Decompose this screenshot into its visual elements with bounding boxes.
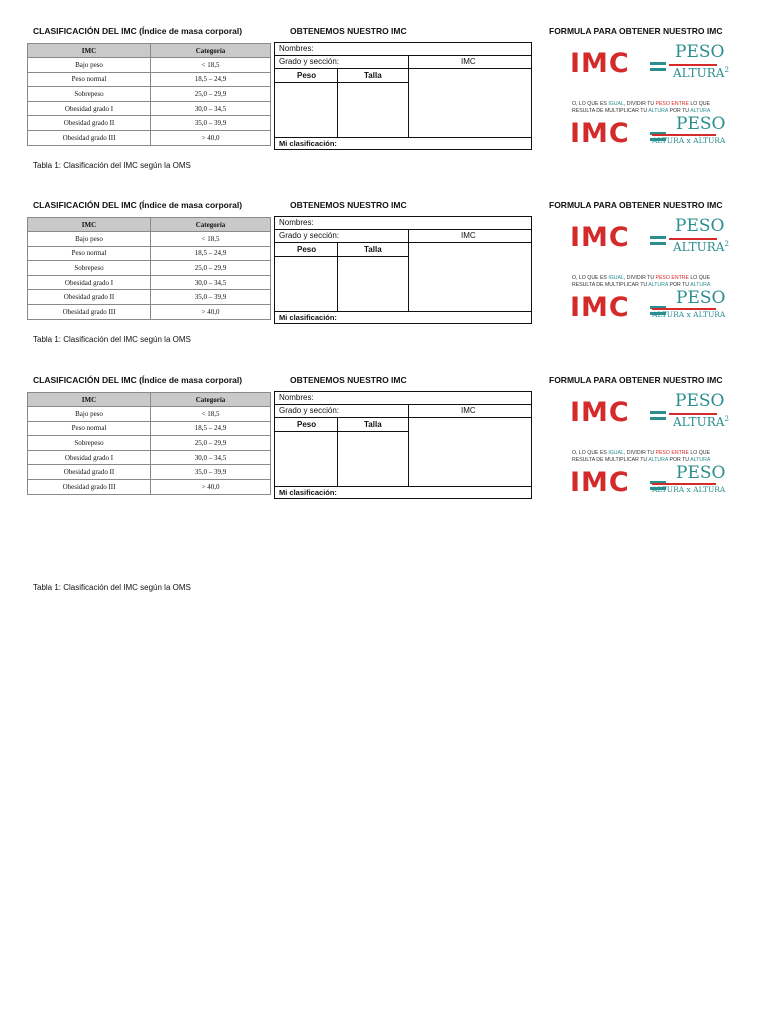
imc-category-cell: Obesidad grado II (28, 465, 151, 480)
imc-range-cell: 25,0 – 29,9 (151, 436, 271, 451)
form-heading: OBTENEMOS NUESTRO IMC (290, 375, 407, 385)
imc-word: IMC (570, 222, 630, 253)
header-categoria: Categoría (151, 44, 271, 58)
imc-range-cell: > 40,0 (151, 479, 271, 494)
imc-category-cell: Sobrepeso (28, 436, 151, 451)
imc-form (274, 391, 532, 499)
altura2-word: ALTURA$^2$ (673, 66, 729, 80)
imc-form (274, 216, 532, 324)
imc-category-cell: Bajo peso (28, 407, 151, 422)
table-heading: CLASIFICACIÓN DEL IMC (Índice de masa corporal) (33, 375, 243, 385)
table-row (28, 246, 271, 261)
header-categoria: Categoría (151, 393, 271, 407)
table-header-row (28, 218, 271, 232)
table-row (28, 465, 271, 480)
peso-word: PESO (675, 391, 725, 411)
imc-range-cell: > 40,0 (151, 304, 271, 319)
nombres-label: Nombres: (279, 393, 314, 402)
peso-label: Peso (297, 420, 317, 429)
imc-classification-table (27, 43, 271, 146)
imc-category-cell: Obesidad grado I (28, 450, 151, 465)
table-row (28, 130, 271, 145)
imc-category-cell: Peso normal (28, 72, 151, 87)
peso-word: PESO (676, 463, 726, 483)
table-row (28, 116, 271, 131)
imc-category-cell: Obesidad grado II (28, 116, 151, 131)
table-row (28, 290, 271, 305)
clasificacion-label: Mi clasificación: (279, 313, 337, 322)
imc-word: IMC (570, 467, 630, 498)
table-row (28, 101, 271, 116)
grado-label: Grado y sección: (279, 406, 340, 415)
imc-range-cell: 30,0 – 34,5 (151, 275, 271, 290)
altura-x-altura-word: ALTURA x ALTURA (652, 310, 726, 319)
form-heading: OBTENEMOS NUESTRO IMC (290, 26, 407, 36)
table-heading: CLASIFICACIÓN DEL IMC (Índice de masa corporal) (33, 26, 243, 36)
imc-range-cell: 25,0 – 29,9 (151, 87, 271, 102)
imc-range-cell: 35,0 – 39,9 (151, 290, 271, 305)
formula-explanation: O, LO QUE ES IGUAL, DIVIDIR TU PESO ENTRE LO QUE RESULTA DE MULTIPLICAR TU ALTURA POR TU ALTURA (572, 275, 711, 288)
imc-category-cell: Obesidad grado II (28, 290, 151, 305)
imc-category-cell: Peso normal (28, 421, 151, 436)
imc-category-cell: Obesidad grado I (28, 101, 151, 116)
header-imc: IMC (28, 218, 151, 232)
nombres-label: Nombres: (279, 44, 314, 53)
imc-category-cell: Sobrepeso (28, 87, 151, 102)
table-header-row (28, 393, 271, 407)
imc-classification-table (27, 217, 271, 320)
imc-form (274, 42, 532, 150)
imc-formula-image (566, 216, 729, 326)
imc-range-cell: < 18,5 (151, 58, 271, 73)
table-row (28, 87, 271, 102)
imc-range-cell: 35,0 – 39,9 (151, 465, 271, 480)
nombres-label: Nombres: (279, 218, 314, 227)
table-caption: Tabla 1: Clasificación del IMC según la OMS (33, 161, 191, 170)
table-row (28, 232, 271, 247)
imc-range-cell: > 40,0 (151, 130, 271, 145)
imc-range-cell: 18,5 – 24,9 (151, 246, 271, 261)
worksheet-section (0, 200, 768, 350)
peso-word: PESO (675, 216, 725, 236)
table-row (28, 275, 271, 290)
formula-explanation: O, LO QUE ES IGUAL, DIVIDIR TU PESO ENTRE LO QUE RESULTA DE MULTIPLICAR TU ALTURA POR TU ALTURA (572, 450, 711, 463)
table-header-row (28, 44, 271, 58)
table-row (28, 261, 271, 276)
table-row (28, 421, 271, 436)
imc-category-cell: Obesidad grado III (28, 304, 151, 319)
grado-label: Grado y sección: (279, 231, 340, 240)
header-imc: IMC (28, 393, 151, 407)
imc-word: IMC (570, 118, 630, 149)
table-row (28, 58, 271, 73)
imc-word: IMC (570, 48, 630, 79)
imc-range-cell: 30,0 – 34,5 (151, 101, 271, 116)
imc-range-cell: 18,5 – 24,9 (151, 421, 271, 436)
imc-category-cell: Obesidad grado III (28, 130, 151, 145)
peso-word: PESO (675, 42, 725, 62)
worksheet-section (0, 375, 768, 525)
imc-category-cell: Bajo peso (28, 58, 151, 73)
imc-range-cell: 25,0 – 29,9 (151, 261, 271, 276)
table-caption: Tabla 1: Clasificación del IMC según la OMS (33, 583, 191, 592)
talla-label: Talla (364, 245, 382, 254)
imc-formula-image (566, 391, 729, 501)
table-row (28, 72, 271, 87)
peso-label: Peso (297, 71, 317, 80)
table-row (28, 436, 271, 451)
worksheet-section (0, 26, 768, 176)
formula-heading: FORMULA PARA OBTENER NUESTRO IMC (549, 200, 723, 210)
table-row (28, 450, 271, 465)
header-imc: IMC (28, 44, 151, 58)
clasificacion-label: Mi clasificación: (279, 139, 337, 148)
peso-word: PESO (676, 114, 726, 134)
imc-category-cell: Bajo peso (28, 232, 151, 247)
talla-label: Talla (364, 71, 382, 80)
table-heading: CLASIFICACIÓN DEL IMC (Índice de masa corporal) (33, 200, 243, 210)
imc-formula-image (566, 42, 729, 152)
imc-category-cell: Obesidad grado III (28, 479, 151, 494)
table-caption: Tabla 1: Clasificación del IMC según la OMS (33, 335, 191, 344)
imc-label: IMC (461, 231, 476, 240)
table-row (28, 407, 271, 422)
peso-label: Peso (297, 245, 317, 254)
talla-label: Talla (364, 420, 382, 429)
clasificacion-label: Mi clasificación: (279, 488, 337, 497)
altura-x-altura-word: ALTURA x ALTURA (652, 485, 726, 494)
table-row (28, 479, 271, 494)
altura2-word: ALTURA$^2$ (673, 240, 729, 254)
imc-range-cell: 18,5 – 24,9 (151, 72, 271, 87)
imc-category-cell: Sobrepeso (28, 261, 151, 276)
imc-range-cell: < 18,5 (151, 232, 271, 247)
imc-range-cell: < 18,5 (151, 407, 271, 422)
form-heading: OBTENEMOS NUESTRO IMC (290, 200, 407, 210)
altura-x-altura-word: ALTURA x ALTURA (652, 136, 726, 145)
formula-explanation: O, LO QUE ES IGUAL, DIVIDIR TU PESO ENTRE LO QUE RESULTA DE MULTIPLICAR TU ALTURA POR TU ALTURA (572, 101, 711, 114)
grado-label: Grado y sección: (279, 57, 340, 66)
imc-word: IMC (570, 292, 630, 323)
imc-category-cell: Obesidad grado I (28, 275, 151, 290)
imc-range-cell: 30,0 – 34,5 (151, 450, 271, 465)
table-row (28, 304, 271, 319)
peso-word: PESO (676, 288, 726, 308)
altura2-word: ALTURA$^2$ (673, 415, 729, 429)
header-categoria: Categoría (151, 218, 271, 232)
imc-category-cell: Peso normal (28, 246, 151, 261)
formula-heading: FORMULA PARA OBTENER NUESTRO IMC (549, 375, 723, 385)
imc-label: IMC (461, 57, 476, 66)
imc-range-cell: 35,0 – 39,9 (151, 116, 271, 131)
formula-heading: FORMULA PARA OBTENER NUESTRO IMC (549, 26, 723, 36)
imc-label: IMC (461, 406, 476, 415)
imc-word: IMC (570, 397, 630, 428)
imc-classification-table (27, 392, 271, 495)
